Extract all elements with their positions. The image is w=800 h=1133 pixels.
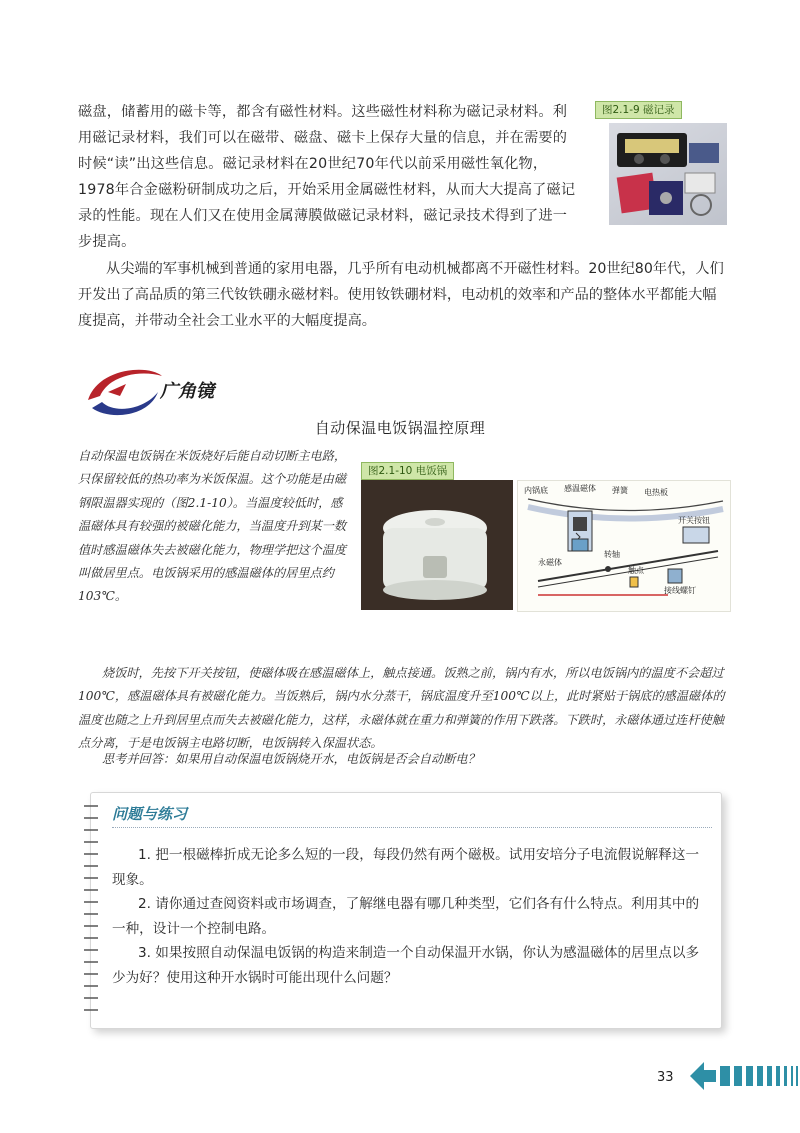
diagram-label: 电热板 [644, 488, 668, 497]
diagram-label: 接线螺钉 [664, 586, 696, 595]
diagram-label: 内锅底 [524, 486, 548, 495]
body-paragraph-cooking-process: 烧饭时，先按下开关按钮，使磁体吸在感温磁体上，触点接通。饭熟之前，锅内有水，所以电饭锅内的温度不会超过100℃，感温磁体具有被磁化能力。当饭熟后，锅内水分蒸干，锅底温度升至100℃以上，此时紧贴于锅底的感温磁体的温度也随之上升到居里点而失去被磁化能力，这样，永磁体就在重力和弹簧的作用下跌落。下跌时，永磁体通过连杆使触点分离，于是电饭锅主电路切断，电饭锅转入保温状态。 [78, 666, 725, 751]
exercise-item: 1. 把一根磁棒折成无论多么短的一段，每段仍然有两个磁极。试用安培分子电流假说解释这一现象。 [112, 847, 700, 888]
exercise-title: 问题与练习 [112, 805, 188, 823]
figure-caption: 图2.1-9 磁记录 [595, 101, 682, 119]
page-arrow-icon [690, 1060, 800, 1092]
diagram-label: 开关按钮 [678, 516, 710, 525]
magnetic-media-photo [609, 123, 727, 225]
figure-rice-cooker [357, 462, 729, 614]
body-paragraph-permanent-magnets: 从尖端的军事机械到普通的家用电器，几乎所有电动机械都离不开磁性材料。20世纪80年代，人们开发出了高品质的第三代钕铁硼永磁材料。使用钕铁硼材料，电动机的效率和产品的整体水平都能大幅度提高，并带动全社会工业水平的大幅度提高。 [78, 261, 724, 329]
diagram-label: 触点 [628, 566, 644, 575]
exercise-item: 3. 如果按照自动保温电饭锅的构造来制造一个自动保温开水锅，你认为感温磁体的居里点以多少为好？使用这种开水锅时可能出现什么问题？ [112, 945, 700, 986]
body-paragraph-rice-cooker: 自动保温电饭锅在米饭烧好后能自动切断主电路，只保留较低的热功率为米饭保温。这个功能是由磁钢限温器实现的（图2.1-10）。当温度较低时，感温磁体具有较强的被磁化能力，当温度升到某一数值时感温磁体失去被磁化能力，物理学把这个温度叫做居里点。电饭锅采用的感温磁体的居里点约103℃。 [78, 449, 347, 604]
temperature-control-diagram [517, 480, 731, 612]
divider [112, 827, 712, 828]
diagram-label: 永磁体 [538, 558, 562, 567]
exercise-item: 2. 请你通过查阅资料或市场调查，了解继电器有哪几种类型，它们各有什么特点。利用其中的一种，设计一个控制电路。 [112, 896, 700, 937]
section-banner [78, 362, 298, 422]
wide-angle-logo-icon [78, 362, 168, 422]
diagram-label: 弹簧 [612, 486, 628, 495]
diagram-label: 转轴 [604, 550, 620, 559]
rice-cooker-photo [361, 480, 513, 610]
think-question: 思考并回答：如果用自动保温电饭锅烧开水，电饭锅是否会自动断电？ [102, 752, 480, 766]
body-paragraph-magnetic-recording: 磁盘，储蓄用的磁卡等，都含有磁性材料。这些磁性材料称为磁记录材料。利用磁记录材料，我们可以在磁带、磁盘、磁卡上保存大量的信息，并在需要的时候“读”出这些信息。磁记录材料在20世纪70年代以前采用磁性氧化物，1978年合金磁粉研制成功之后，开始采用金属磁性材料，从而大大提高了磁记录的性能。现在人们又在使用金属薄膜做磁记录材料，磁记录技术得到了进一步提高。 [78, 104, 576, 250]
page-number: 33 [657, 1070, 674, 1085]
figure-magnetic-recording [595, 101, 725, 225]
diagram-label: 感温磁体 [564, 484, 596, 493]
section-title: 自动保温电饭锅温控原理 [314, 419, 486, 437]
banner-title: 广角镜 [160, 381, 214, 402]
figure-caption: 图2.1-10 电饭锅 [361, 462, 454, 480]
spiral-binding-icon [80, 800, 102, 1022]
